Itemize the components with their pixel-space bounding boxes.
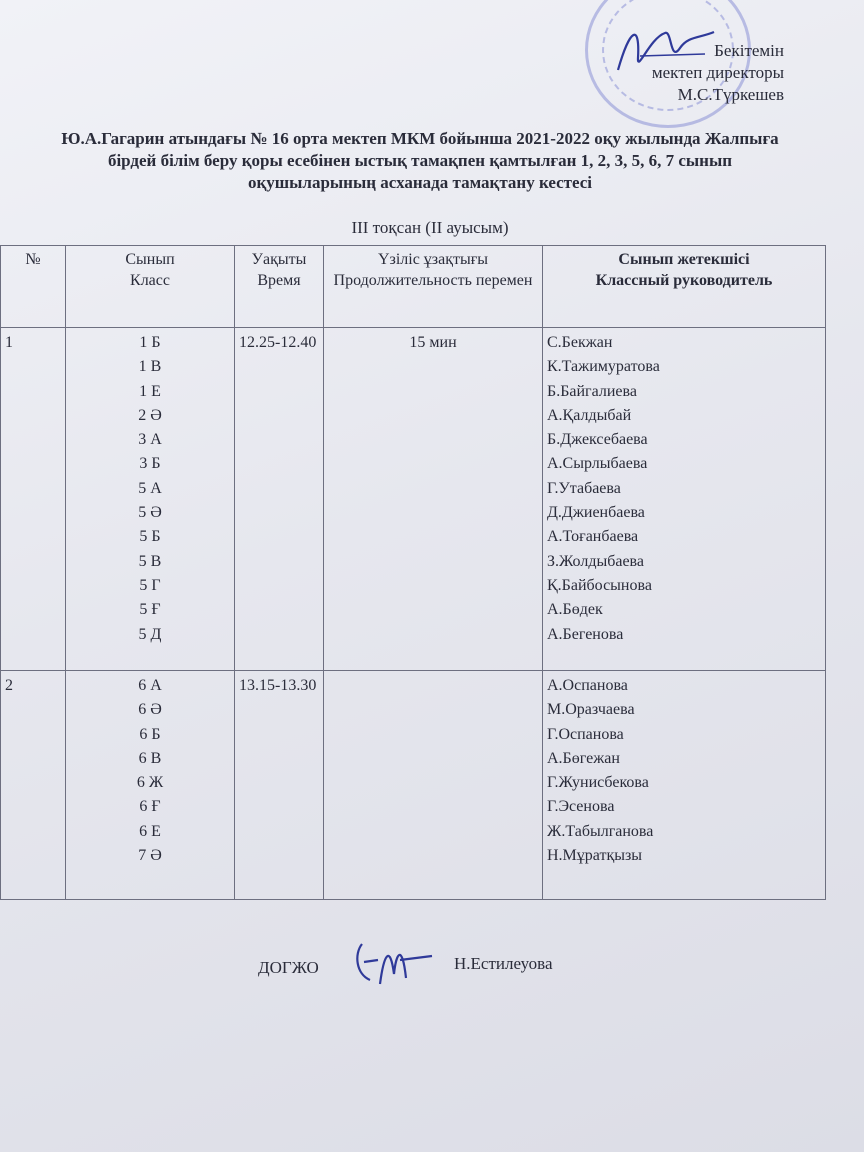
approval-line-3: М.С.Түркешев xyxy=(677,85,784,104)
class-item: 6 В xyxy=(138,749,162,767)
class-item: 6 Е xyxy=(139,822,161,840)
document-subtitle: ІІІ тоқсан (ІІ ауысым) xyxy=(351,218,509,237)
teacher-item: А.Қалдыбай xyxy=(547,406,632,424)
class-item: 5 Д xyxy=(138,625,162,643)
row-classes xyxy=(66,671,235,900)
class-item: 1 Е xyxy=(139,382,161,400)
class-item: 6 Ғ xyxy=(139,798,161,816)
teacher-item: А.Бөдек xyxy=(547,601,603,619)
teacher-item: Қ.Байбосынова xyxy=(547,576,652,594)
header-class-ru: Класс xyxy=(130,272,170,289)
class-item: 5 А xyxy=(138,479,162,497)
row-classes xyxy=(66,328,235,671)
header-class xyxy=(66,246,235,328)
teacher-item: М.Оразчаева xyxy=(547,701,635,719)
footer-signature xyxy=(350,934,440,990)
class-item: 6 Б xyxy=(139,725,161,743)
class-item: 5 Ә xyxy=(138,504,162,522)
header-break-kz: Үзіліс ұзақтығы xyxy=(377,251,489,268)
teacher-item: Ж.Табылганова xyxy=(547,822,654,840)
class-item: 1 В xyxy=(138,358,162,376)
header-class-kz: Сынып xyxy=(125,251,175,268)
row-num: 1 xyxy=(1,328,66,671)
class-item: 5 Б xyxy=(139,528,161,546)
row-break xyxy=(324,671,543,900)
class-item: 3 Б xyxy=(139,455,161,473)
teacher-item: А.Бегенова xyxy=(547,625,624,643)
teacher-item: А.Сырлыбаева xyxy=(547,455,648,473)
header-num: № xyxy=(1,246,66,328)
approval-line-2: мектеп директоры xyxy=(651,63,784,82)
class-item: 5 Ғ xyxy=(139,601,161,619)
header-time-ru: Время xyxy=(257,272,301,289)
row-teachers xyxy=(543,671,826,900)
teacher-item: Б.Джексебаева xyxy=(547,431,648,449)
row-teachers xyxy=(543,328,826,671)
header-time xyxy=(235,246,324,328)
teacher-item: Г.Жунисбекова xyxy=(547,774,649,792)
teacher-item: Д.Джиенбаева xyxy=(547,504,645,522)
footer-role: ДОГЖО xyxy=(258,958,319,977)
table-row xyxy=(1,671,826,900)
teacher-item: А.Тоғанбаева xyxy=(547,528,639,546)
header-break xyxy=(324,246,543,328)
header-time-kz: Уақыты xyxy=(251,251,307,268)
class-item: 6 Ж xyxy=(136,774,164,792)
teacher-item: Н.Мұратқызы xyxy=(547,847,643,865)
teacher-item: Г.Эсенова xyxy=(547,798,615,816)
class-item: 6 Ә xyxy=(138,701,162,719)
teacher-item: Г.Оспанова xyxy=(547,725,624,743)
row-break: 15 мин xyxy=(324,328,543,671)
class-item: 5 Г xyxy=(139,576,161,594)
row-time: 13.15-13.30 xyxy=(235,671,324,900)
approval-block xyxy=(652,40,784,106)
footer-name: Н.Естилеуова xyxy=(454,954,553,973)
header-teacher-ru: Классный руководитель xyxy=(595,272,773,289)
teacher-item: Б.Байгалиева xyxy=(547,382,637,400)
table-header-row xyxy=(1,246,826,328)
header-teacher xyxy=(543,246,826,328)
header-teacher-kz: Сынып жетекшісі xyxy=(618,251,750,268)
header-break-ru: Продолжительность перемен xyxy=(333,272,533,289)
class-item: 2 Ә xyxy=(138,406,162,424)
row-time: 12.25-12.40 xyxy=(235,328,324,671)
class-item: 1 Б xyxy=(139,334,161,351)
class-item: 3 А xyxy=(138,431,162,449)
teacher-item: А.Оспанова xyxy=(547,677,628,694)
document-title: Ю.А.Гагарин атындағы № 16 орта мектеп МКМ бойынша 2021-2022 оқу жылында Жалпыға бірдей білім беру қоры есебінен ыстық тамақпен қамтылған 1, 2, 3, 5, 6, 7 сынып оқушыларының асханада тамақтану кестесі xyxy=(61,129,779,192)
teacher-item: З.Жолдыбаева xyxy=(547,552,644,570)
row-num: 2 xyxy=(1,671,66,900)
class-item: 6 А xyxy=(138,677,162,694)
table-row xyxy=(1,328,826,671)
teacher-item: А.Бөгежан xyxy=(547,749,620,767)
teacher-item: С.Бекжан xyxy=(547,334,613,351)
teacher-item: К.Тажимуратова xyxy=(547,358,660,376)
class-item: 5 В xyxy=(138,552,162,570)
teacher-item: Г.Утабаева xyxy=(547,479,621,497)
approval-line-1: Бекітемін xyxy=(714,41,784,60)
footer-signature-block xyxy=(258,940,598,1000)
schedule-table xyxy=(0,245,826,900)
class-item: 7 Ә xyxy=(138,847,162,865)
